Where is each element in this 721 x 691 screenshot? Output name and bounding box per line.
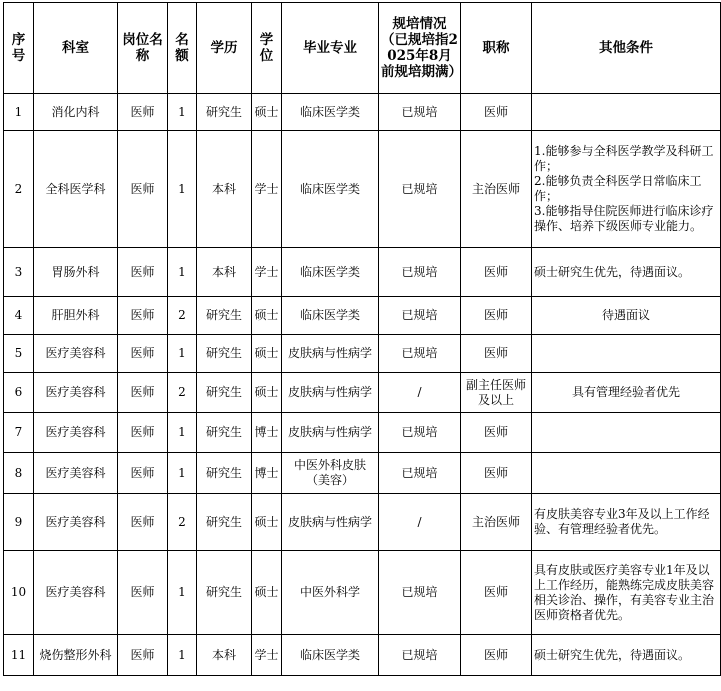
cell-training: 已规培 xyxy=(379,413,461,453)
cell-count: 1 xyxy=(168,635,197,676)
cell-seq: 6 xyxy=(4,373,34,413)
cell-dept: 医疗美容科 xyxy=(34,551,118,635)
cell-title: 医师 xyxy=(461,551,532,635)
cell-seq: 5 xyxy=(4,335,34,373)
cell-title: 医师 xyxy=(461,248,532,297)
cell-other xyxy=(532,335,721,373)
cell-count: 1 xyxy=(168,248,197,297)
cell-seq: 11 xyxy=(4,635,34,676)
cell-count: 2 xyxy=(168,494,197,551)
header-post: 岗位名称 xyxy=(118,3,168,94)
cell-seq: 1 xyxy=(4,94,34,131)
cell-dept: 烧伤整形外科 xyxy=(34,635,118,676)
cell-degree: 硕士 xyxy=(252,335,282,373)
cell-title: 医师 xyxy=(461,413,532,453)
cell-other xyxy=(532,453,721,494)
header-count: 名额 xyxy=(168,3,197,94)
header-dept: 科室 xyxy=(34,3,118,94)
cell-title: 副主任医师及以上 xyxy=(461,373,532,413)
condition-line: 3.能够指导住院医师进行临床诊疗操作、培养下级医师专业能力。 xyxy=(534,204,714,233)
cell-title: 医师 xyxy=(461,453,532,494)
cell-degree: 硕士 xyxy=(252,94,282,131)
cell-post: 医师 xyxy=(118,635,168,676)
table-row xyxy=(4,248,721,297)
cell-degree: 硕士 xyxy=(252,373,282,413)
cell-other xyxy=(532,373,721,413)
cell-post: 医师 xyxy=(118,94,168,131)
cell-title: 医师 xyxy=(461,94,532,131)
cell-dept: 医疗美容科 xyxy=(34,413,118,453)
cell-dept: 肝胆外科 xyxy=(34,297,118,335)
table-row xyxy=(4,453,721,494)
cell-major: 皮肤病与性病学 xyxy=(282,373,379,413)
cell-edu: 研究生 xyxy=(197,297,252,335)
cell-major: 临床医学类 xyxy=(282,94,379,131)
cell-edu: 研究生 xyxy=(197,453,252,494)
condition-line: 1.能够参与全科医学教学及科研工作； xyxy=(534,144,714,173)
cell-post: 医师 xyxy=(118,335,168,373)
cell-dept: 医疗美容科 xyxy=(34,453,118,494)
condition-line: 有皮肤美容专业3年及以上工作经验、有管理经验者优先。 xyxy=(534,507,710,536)
cell-major: 临床医学类 xyxy=(282,297,379,335)
cell-training: 已规培 xyxy=(379,335,461,373)
table-row xyxy=(4,494,721,551)
cell-degree: 硕士 xyxy=(252,494,282,551)
cell-major: 皮肤病与性病学 xyxy=(282,413,379,453)
cell-count: 1 xyxy=(168,453,197,494)
cell-training: 已规培 xyxy=(379,131,461,248)
cell-other xyxy=(532,551,721,635)
cell-degree: 博士 xyxy=(252,413,282,453)
recruitment-table xyxy=(3,2,721,676)
condition-line: 待遇面议 xyxy=(601,308,650,322)
cell-seq: 2 xyxy=(4,131,34,248)
cell-edu: 本科 xyxy=(197,635,252,676)
cell-edu: 研究生 xyxy=(197,373,252,413)
cell-other xyxy=(532,131,721,248)
table-row xyxy=(4,413,721,453)
cell-edu: 研究生 xyxy=(197,551,252,635)
cell-seq: 10 xyxy=(4,551,34,635)
cell-dept: 医疗美容科 xyxy=(34,494,118,551)
cell-degree: 硕士 xyxy=(252,297,282,335)
cell-count: 1 xyxy=(168,131,197,248)
condition-line: 硕士研究生优先，待遇面议。 xyxy=(534,264,691,279)
cell-training: 已规培 xyxy=(379,94,461,131)
cell-degree: 博士 xyxy=(252,453,282,494)
cell-training: 已规培 xyxy=(379,635,461,676)
cell-dept: 全科医学科 xyxy=(34,131,118,248)
table-row xyxy=(4,94,721,131)
condition-line: 具有管理经验者优先 xyxy=(571,385,680,399)
cell-other xyxy=(532,248,721,297)
cell-post: 医师 xyxy=(118,248,168,297)
condition-line: 硕士研究生优先，待遇面议。 xyxy=(534,647,691,662)
cell-other xyxy=(532,494,721,551)
cell-post: 医师 xyxy=(118,453,168,494)
cell-major: 皮肤病与性病学 xyxy=(282,494,379,551)
cell-post: 医师 xyxy=(118,297,168,335)
cell-dept: 医疗美容科 xyxy=(34,335,118,373)
cell-degree: 学士 xyxy=(252,248,282,297)
cell-major: 临床医学类 xyxy=(282,248,379,297)
condition-line: 具有皮肤或医疗美容专业1年及以上工作经历，能熟练完成皮肤美容相关诊治、操作，有美容专业主治医师资格者优先。 xyxy=(534,562,715,622)
cell-major: 中医外科学 xyxy=(282,551,379,635)
cell-edu: 研究生 xyxy=(197,94,252,131)
cell-count: 1 xyxy=(168,413,197,453)
header-major: 毕业专业 xyxy=(282,3,379,94)
cell-degree: 硕士 xyxy=(252,551,282,635)
header-edu: 学历 xyxy=(197,3,252,94)
cell-major: 临床医学类 xyxy=(282,131,379,248)
header-training: 规培情况（已规培指2025年8月前规培期满） xyxy=(379,3,461,94)
cell-training: / xyxy=(379,494,461,551)
cell-training: 已规培 xyxy=(379,551,461,635)
cell-title: 医师 xyxy=(461,335,532,373)
cell-seq: 8 xyxy=(4,453,34,494)
cell-post: 医师 xyxy=(118,131,168,248)
cell-major: 皮肤病与性病学 xyxy=(282,335,379,373)
cell-post: 医师 xyxy=(118,551,168,635)
table-row xyxy=(4,131,721,248)
table-row xyxy=(4,551,721,635)
cell-edu: 研究生 xyxy=(197,335,252,373)
header-other: 其他条件 xyxy=(532,3,721,94)
table-row xyxy=(4,297,721,335)
cell-seq: 4 xyxy=(4,297,34,335)
cell-count: 1 xyxy=(168,551,197,635)
cell-count: 2 xyxy=(168,297,197,335)
condition-line: 2.能够负责全科医学日常临床工作； xyxy=(534,174,702,203)
cell-degree: 学士 xyxy=(252,635,282,676)
cell-training: 已规培 xyxy=(379,248,461,297)
cell-degree: 学士 xyxy=(252,131,282,248)
cell-post: 医师 xyxy=(118,494,168,551)
header-title: 职称 xyxy=(461,3,532,94)
table-row xyxy=(4,335,721,373)
cell-title: 主治医师 xyxy=(461,131,532,248)
cell-count: 1 xyxy=(168,94,197,131)
cell-edu: 本科 xyxy=(197,248,252,297)
cell-dept: 胃肠外科 xyxy=(34,248,118,297)
cell-training: 已规培 xyxy=(379,453,461,494)
table-body xyxy=(4,94,721,676)
cell-major: 临床医学类 xyxy=(282,635,379,676)
cell-training: / xyxy=(379,373,461,413)
table-row xyxy=(4,373,721,413)
cell-title: 主治医师 xyxy=(461,494,532,551)
cell-title: 医师 xyxy=(461,635,532,676)
cell-count: 2 xyxy=(168,373,197,413)
cell-post: 医师 xyxy=(118,413,168,453)
cell-dept: 消化内科 xyxy=(34,94,118,131)
cell-training: 已规培 xyxy=(379,297,461,335)
cell-title: 医师 xyxy=(461,297,532,335)
cell-other xyxy=(532,413,721,453)
cell-count: 1 xyxy=(168,335,197,373)
header-row xyxy=(4,3,721,94)
cell-major: 中医外科皮肤（美容） xyxy=(282,453,379,494)
cell-seq: 7 xyxy=(4,413,34,453)
cell-edu: 研究生 xyxy=(197,494,252,551)
cell-seq: 3 xyxy=(4,248,34,297)
header-degree: 学位 xyxy=(252,3,282,94)
cell-dept: 医疗美容科 xyxy=(34,373,118,413)
cell-post: 医师 xyxy=(118,373,168,413)
cell-seq: 9 xyxy=(4,494,34,551)
cell-other xyxy=(532,297,721,335)
cell-edu: 研究生 xyxy=(197,413,252,453)
header-seq: 序号 xyxy=(4,3,34,94)
cell-other xyxy=(532,94,721,131)
cell-other xyxy=(532,635,721,676)
table-row xyxy=(4,635,721,676)
cell-edu: 本科 xyxy=(197,131,252,248)
